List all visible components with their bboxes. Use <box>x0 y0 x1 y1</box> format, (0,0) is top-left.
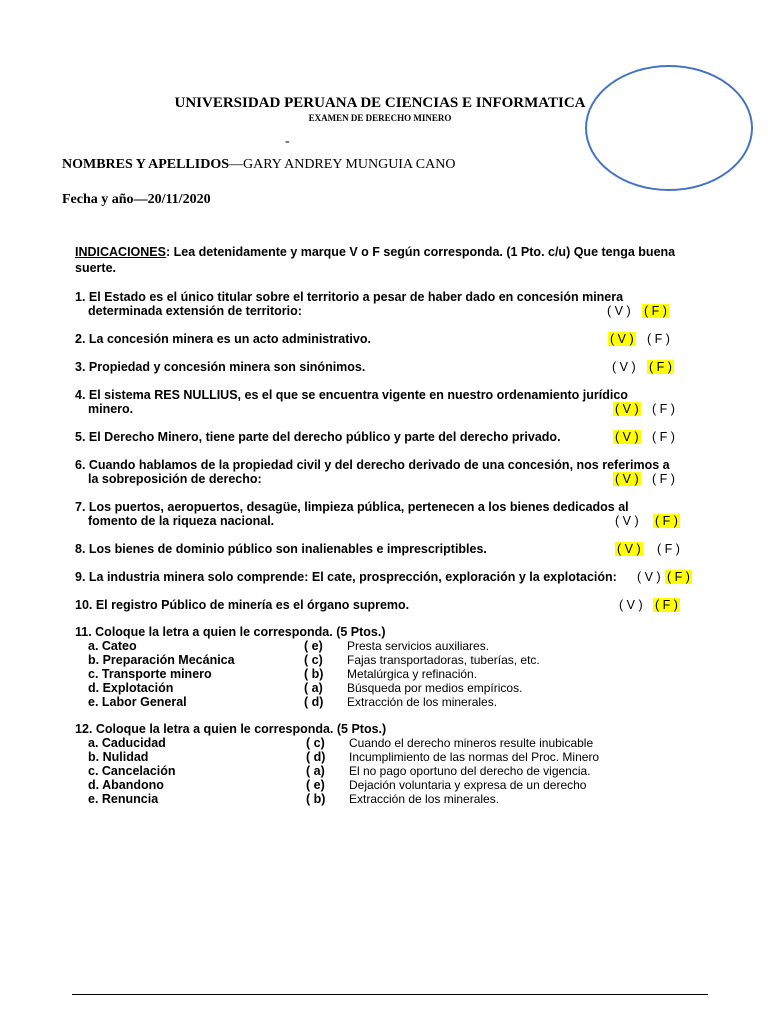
answer-true-option[interactable] <box>608 332 636 346</box>
question-1 <box>75 290 623 318</box>
answer-false-label: ( F ) <box>652 430 675 444</box>
answer-false-option[interactable] <box>655 542 682 556</box>
answer-false-option[interactable] <box>645 332 672 346</box>
answer-true-label: ( V ) <box>637 570 661 584</box>
question-text: 7. Los puertos, aeropuertos, desagüe, limpieza pública, pertenecen a los bienes dedicados al <box>75 500 629 514</box>
date-label: Fecha y año <box>62 192 134 207</box>
answer-false-option[interactable] <box>653 598 680 612</box>
matching-definition: Extracción de los minerales. <box>347 695 498 709</box>
matching-definition: Dejación voluntaria y expresa de un derecho <box>349 778 587 792</box>
answer-false-option[interactable] <box>650 472 677 486</box>
question-text-continued: minero. <box>88 402 134 416</box>
matching-answer[interactable]: ( a) <box>304 681 323 695</box>
matching-definition: Fajas transportadoras, tuberías, etc. <box>347 653 540 667</box>
date-separator: — <box>133 192 148 207</box>
matching-term: d. Explotación <box>88 681 174 695</box>
matching-term: b. Preparación Mecánica <box>88 653 235 667</box>
answer-true-option[interactable] <box>613 514 641 528</box>
answer-false-label: ( F ) <box>667 570 690 584</box>
answer-true-label: ( V ) <box>610 332 634 346</box>
exam-title: EXAMEN DE DERECHO MINERO <box>308 113 452 123</box>
answer-false-option[interactable] <box>647 360 674 374</box>
answer-true-label: ( V ) <box>612 360 636 374</box>
question-text-continued: fomento de la riqueza nacional. <box>88 514 275 528</box>
answer-true-label: ( V ) <box>607 304 631 318</box>
answer-true-label: ( V ) <box>619 598 643 612</box>
answer-false-option[interactable] <box>653 514 680 528</box>
question-text-continued: la sobreposición de derecho: <box>88 472 262 486</box>
answer-true-label: ( V ) <box>615 514 639 528</box>
matching-definition: Extracción de los minerales. <box>349 792 500 806</box>
answer-false-label: ( F ) <box>644 304 667 318</box>
indications <box>75 244 695 276</box>
blank-oval-shape <box>585 65 753 191</box>
university-title: UNIVERSIDAD PERUANA DE CIENCIAS E INFORMATICA <box>174 95 586 111</box>
matching-definition: Búsqueda por medios empíricos. <box>347 681 523 695</box>
question-3 <box>75 360 365 374</box>
matching-term: c. Transporte minero <box>88 667 212 681</box>
answer-false-option[interactable] <box>642 304 669 318</box>
matching-term: e. Labor General <box>88 695 187 709</box>
matching-term: a. Caducidad <box>88 736 166 750</box>
matching-answer[interactable]: ( b) <box>304 667 324 681</box>
question-7 <box>75 500 629 528</box>
matching-answer[interactable]: ( b) <box>306 792 326 806</box>
names-label: NOMBRES Y APELLIDOS <box>62 157 229 172</box>
question-9 <box>75 570 617 584</box>
answer-true-label: ( V ) <box>617 542 641 556</box>
question-4 <box>75 388 628 416</box>
question-text: 8. Los bienes de dominio público son inalienables e imprescriptibles. <box>75 542 487 556</box>
matching-title-12: 12. Coloque la letra a quien le corresponda. (5 Ptos.) <box>75 722 387 736</box>
indications-text: : Lea detenidamente y marque V o F según corresponda. (1 Pto. c/u) Que tenga buena suerte. <box>75 245 676 275</box>
question-text: 5. El Derecho Minero, tiene parte del derecho público y parte del derecho privado. <box>75 430 561 444</box>
matching-answer[interactable]: ( e) <box>304 639 323 653</box>
date-row <box>62 192 211 208</box>
answer-false-label: ( F ) <box>652 402 675 416</box>
question-text: 6. Cuando hablamos de la propiedad civil y del derecho derivado de una concesión, nos referimos a <box>75 458 670 472</box>
matching-title-11: 11. Coloque la letra a quien le corresponda. (5 Ptos.) <box>75 625 386 639</box>
answer-false-label: ( F ) <box>652 472 675 486</box>
matching-answer[interactable]: ( e) <box>306 778 325 792</box>
question-text-continued: determinada extensión de territorio: <box>88 304 302 318</box>
date-value: 20/11/2020 <box>147 192 211 207</box>
student-name-value: GARY ANDREY MUNGUIA CANO <box>243 157 456 172</box>
matching-definition: Cuando el derecho mineros resulte inubicable <box>349 736 594 750</box>
matching-term: a. Cateo <box>88 639 137 653</box>
names-separator: — <box>229 157 243 172</box>
matching-definition: El no pago oportuno del derecho de vigencia. <box>349 764 591 778</box>
question-6 <box>75 458 670 486</box>
question-10 <box>75 598 409 612</box>
answer-true-option[interactable] <box>605 304 633 318</box>
answer-true-option[interactable] <box>635 570 663 584</box>
indications-label: INDICACIONES <box>75 245 166 259</box>
answer-false-label: ( F ) <box>655 514 678 528</box>
question-text: 1. El Estado es el único titular sobre el territorio a pesar de haber dado en concesión minera <box>75 290 624 304</box>
answer-true-option[interactable] <box>613 402 641 416</box>
matching-answer[interactable]: ( a) <box>306 764 325 778</box>
matching-answer[interactable]: ( c) <box>306 736 325 750</box>
matching-definition: Incumplimiento de las normas del Proc. Minero <box>349 750 600 764</box>
answer-false-label: ( F ) <box>655 598 678 612</box>
question-text: 9. La industria minera solo comprende: El cate, prosprección, exploración y la explotación: <box>75 570 617 584</box>
answer-true-option[interactable] <box>615 542 643 556</box>
answer-false-option[interactable] <box>665 570 692 584</box>
matching-definition: Presta servicios auxiliares. <box>347 639 490 653</box>
matching-definition: Metalúrgica y refinación. <box>347 667 478 681</box>
answer-false-label: ( F ) <box>657 542 680 556</box>
matching-answer[interactable]: ( c) <box>304 653 323 667</box>
question-text: 3. Propiedad y concesión minera son sinónimos. <box>75 360 366 374</box>
footer-divider <box>72 994 708 995</box>
answer-true-label: ( V ) <box>615 472 639 486</box>
answer-true-option[interactable] <box>613 430 641 444</box>
question-2 <box>75 332 371 346</box>
matching-answer[interactable]: ( d) <box>306 750 326 764</box>
answer-true-label: ( V ) <box>615 430 639 444</box>
matching-answer[interactable]: ( d) <box>304 695 324 709</box>
answer-true-option[interactable] <box>617 598 645 612</box>
matching-term: e. Renuncia <box>88 792 159 806</box>
matching-term: c. Cancelación <box>88 764 176 778</box>
answer-true-label: ( V ) <box>615 402 639 416</box>
answer-false-option[interactable] <box>650 430 677 444</box>
question-8 <box>75 542 487 556</box>
answer-true-option[interactable] <box>613 472 641 486</box>
student-name-row <box>62 157 455 173</box>
dash-mark: - <box>285 134 290 149</box>
question-text: 4. El sistema RES NULLIUS, es el que se encuentra vigente en nuestro ordenamiento jurídico <box>75 388 628 402</box>
answer-true-option[interactable] <box>610 360 638 374</box>
answer-false-label: ( F ) <box>649 360 672 374</box>
matching-term: b. Nulidad <box>88 750 149 764</box>
question-5 <box>75 430 561 444</box>
answer-false-option[interactable] <box>650 402 677 416</box>
question-text: 10. El registro Público de minería es el órgano supremo. <box>75 598 410 612</box>
answer-false-label: ( F ) <box>647 332 670 346</box>
question-text: 2. La concesión minera es un acto administrativo. <box>75 332 371 346</box>
matching-term: d. Abandono <box>88 778 164 792</box>
